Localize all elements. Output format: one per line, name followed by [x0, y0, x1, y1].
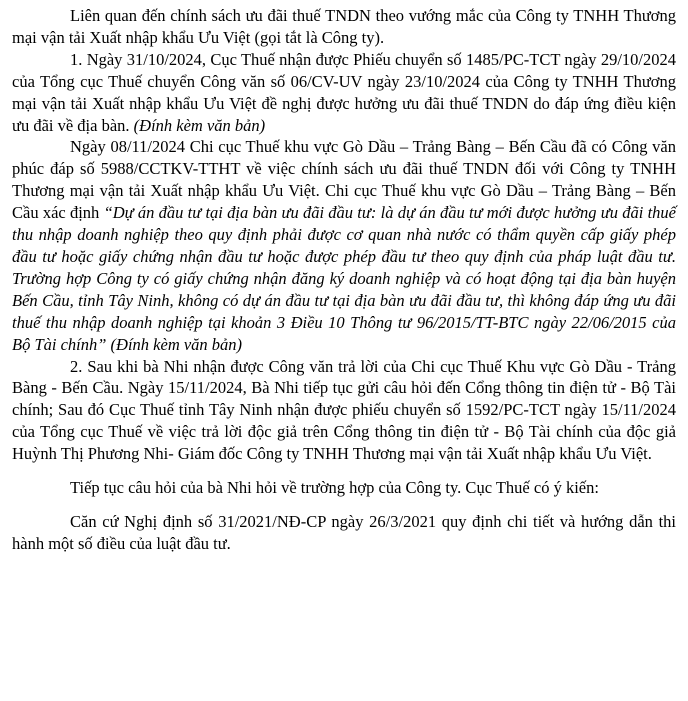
paragraph-item-2	[12, 356, 676, 466]
text-run: 1. Ngày 31/10/2024, Cục Thuế nhận được Phiếu chuyển số 1485/PC-TCT ngày 29/10/2024 của Tổng cục Thuế chuyển Công văn số 06/CV-UV ngày 23/10/2024 của Công ty TNHH Thương mại vận tải Xuất nhập khẩu Ưu Việt đề nghị được hưởng ưu đãi thuế TNDN do đáp ứng điều kiện ưu đãi về địa bàn.	[12, 49, 676, 135]
paragraph-intro	[12, 5, 676, 49]
text-run: Căn cứ Nghị định số 31/2021/NĐ-CP ngày 26/3/2021 quy định chi tiết và hướng dẫn thi hành một số điều của luật đầu tư.	[12, 511, 676, 553]
text-run: 2. Sau khi bà Nhi nhận được Công văn trả lời của Chi cục Thuế Khu vực Gò Dầu - Trảng Bàng - Bến Cầu. Ngày 15/11/2024, Bà Nhi tiếp tục gửi câu hỏi đến Cổng thông tin điện tử - Bộ Tài chính; Sau đó Cục Thuế tỉnh Tây Ninh nhận được phiếu chuyển số 1592/PC-TCT ngày 15/11/2024 của Tổng cục Thuế về việc trả lời độc giả trên Cổng thông tin điện tử - Bộ Tài chính của độc giả Huỳnh Thị Phương Nhi- Giám đốc Công ty TNHH Thương mại vận tải Xuất nhập khẩu Ưu Việt.	[12, 356, 676, 464]
paragraph-legal-basis	[12, 511, 676, 555]
attachment-note: (Đính kèm văn bản)	[133, 115, 266, 135]
paragraph-item-1	[12, 49, 676, 137]
text-run: Tiếp tục câu hỏi của bà Nhi hỏi về trường hợp của Công ty. Cục Thuế có ý kiến:	[70, 478, 599, 498]
quoted-determination: “Dự án đầu tư tại địa bàn ưu đãi đầu tư: là dự án đầu tư mới được hưởng ưu đãi thuế thu nhập doanh nghiệp theo quy định phải được cơ quan nhà nước có thẩm quyền cấp giấy phép đầu tư hoặc giấy chứng nhận đầu tư hoặc được phép đầu tư theo quy định của pháp luật đầu tư. Trường hợp Công ty có giấy chứng nhận đăng ký doanh nghiệp và có hoạt động tại địa bàn huyện Bến Cầu, tỉnh Tây Ninh, không có dự án đầu tư tại địa bàn ưu đãi đầu tư, thì không đáp ứng ưu đãi thuế thu nhập doanh nghiệp tại khoản 3 Điều 10 Thông tư 96/2015/TT-BTC ngày 22/06/2015 của Bộ Tài chính” (Đính kèm văn bản)	[12, 203, 676, 354]
text-run: Ngày 08/11/2024 Chi cục Thuế khu vực Gò Dầu – Trảng Bàng – Bến Cầu đã có Công văn phúc đáp số 5988/CCTKV-TTHT về việc chính sách ưu đãi thuế TNDN đối với Công ty TNHH Thương mại vận tải Xuất nhập khẩu Ưu Việt. Chi cục Thuế khu vực Gò Dầu – Trảng Bàng – Bến Cầu xác định	[12, 137, 676, 223]
paragraph-branch-reply	[12, 136, 676, 355]
paragraph-opinion-lead	[12, 477, 676, 499]
text-run: Liên quan đến chính sách ưu đãi thuế TNDN theo vướng mắc của Công ty TNHH Thương mại vận tải Xuất nhập khẩu Ưu Việt (gọi tắt là Công ty).	[12, 6, 676, 47]
